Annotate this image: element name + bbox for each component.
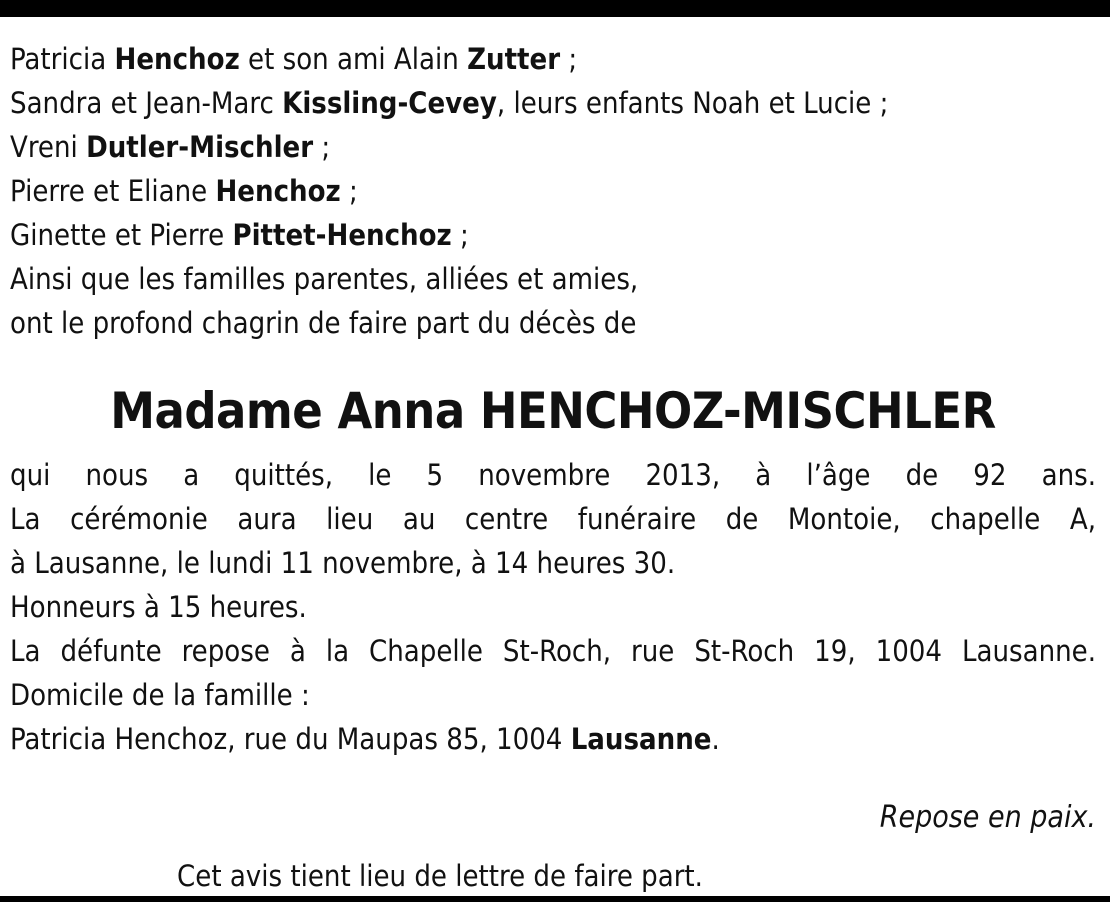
family-line-text: ;: [313, 130, 331, 164]
top-border-rule: [0, 0, 1110, 17]
family-line-text: et son ami Alain: [239, 42, 468, 76]
family-surname: Henchoz: [114, 42, 240, 76]
deceased-name-heading: Madame Anna HENCHOZ-MISCHLER: [110, 382, 996, 440]
address-punctuation: .: [711, 722, 720, 756]
family-surname: Zutter: [467, 42, 561, 76]
family-line-text: , leurs enfants Noah et Lucie ;: [496, 86, 889, 120]
detail-line: qui nous a quittés, le 5 novembre 2013, à l’âge de 92 ans.: [10, 458, 1096, 492]
signoff-text: Repose en paix.: [879, 800, 1096, 835]
address-text: Patricia Henchoz, rue du Maupas 85, 1004: [10, 722, 571, 756]
obituary-notice: [10, 37, 1096, 898]
family-address-line: [10, 717, 1096, 761]
intro-line: ont le profond chagrin de faire part du décès de: [10, 306, 637, 340]
detail-line: La cérémonie aura lieu au centre funéraire de Montoie, chapelle A,: [10, 502, 1096, 536]
detail-line: La défunte repose à la Chapelle St-Roch, rue St-Roch 19, 1004 Lausanne.: [10, 634, 1096, 668]
family-line-text: Ginette et Pierre: [10, 218, 233, 252]
family-line-text: Sandra et Jean-Marc: [10, 86, 283, 120]
family-surname: Kissling-Cevey: [282, 86, 497, 120]
family-surname: Henchoz: [215, 174, 341, 208]
family-line-text: Pierre et Eliane: [10, 174, 216, 208]
closing-text: Cet avis tient lieu de lettre de faire part.: [177, 859, 703, 893]
bottom-border-rule: [0, 896, 1110, 902]
family-line: [10, 81, 1096, 125]
detail-line: à Lausanne, le lundi 11 novembre, à 14 heures 30.: [10, 546, 676, 580]
detail-line: Honneurs à 15 heures.: [10, 590, 307, 624]
family-line: [10, 169, 1096, 213]
family-line: [10, 37, 1096, 81]
address-city: Lausanne: [570, 722, 712, 756]
family-surname: Dutler-Mischler: [86, 130, 314, 164]
family-line-text: ;: [560, 42, 578, 76]
family-line-text: ;: [451, 218, 469, 252]
family-list: [10, 37, 1096, 345]
family-line-text: ;: [340, 174, 358, 208]
ceremony-details: [10, 453, 1096, 761]
family-line: [10, 125, 1096, 169]
family-surname: Pittet-Henchoz: [232, 218, 452, 252]
family-line: [10, 213, 1096, 257]
family-line-text: Patricia: [10, 42, 115, 76]
family-line-text: Vreni: [10, 130, 87, 164]
intro-line: Ainsi que les familles parentes, alliées et amies,: [10, 262, 639, 296]
detail-line: Domicile de la famille :: [10, 678, 310, 712]
